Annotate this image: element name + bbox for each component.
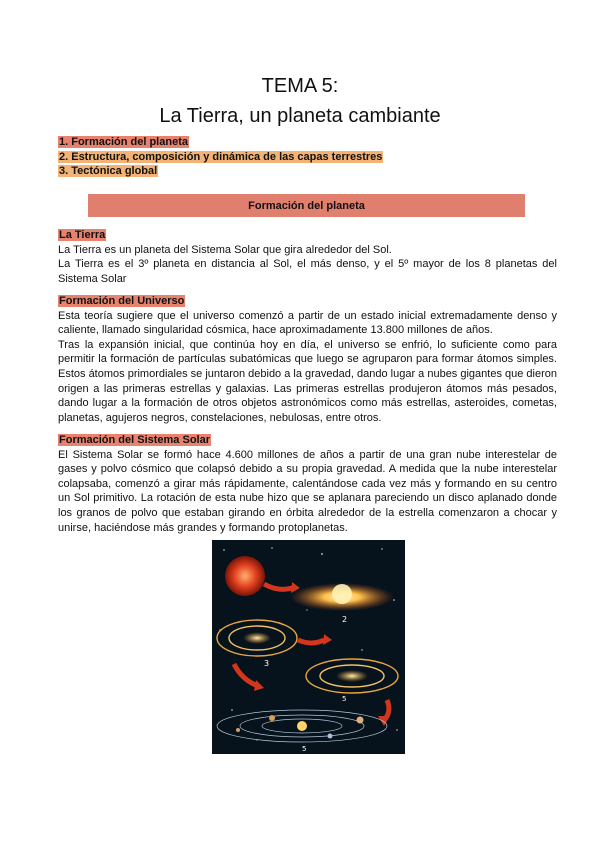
solar-system-formation-illustration <box>212 540 405 754</box>
primitive-nebula <box>225 556 265 596</box>
document-title-line2: La Tierra, un planeta cambiante <box>159 105 441 127</box>
section-header-bar: Formación del planeta <box>88 194 525 217</box>
arrow-head-icon <box>323 634 332 645</box>
toc-item-2: 2. Estructura, composición y dinámica de las capas terrestres <box>59 150 383 163</box>
rotating-disc <box>217 620 297 656</box>
document-title-line1: TEMA 5: <box>261 75 339 97</box>
planet-icon <box>357 717 364 724</box>
stage-label: 2 <box>342 615 348 624</box>
stage-label: 5 <box>302 745 307 753</box>
illustration-svg <box>212 540 405 754</box>
protoplanetary-disc <box>306 659 398 693</box>
subheading-formacion-sistema-solar: Formación del Sistema Solar <box>59 434 210 446</box>
arrow-icon <box>298 640 324 643</box>
stage-label: 5 <box>342 695 347 703</box>
arrow-head-icon <box>378 716 390 726</box>
planet-icon <box>328 734 333 739</box>
subheading-formacion-universo: Formación del Universo <box>59 295 185 307</box>
sun-icon <box>297 721 307 731</box>
subheading-la-tierra: La Tierra <box>59 229 106 241</box>
section-la-tierra <box>58 228 557 286</box>
toc-item-3: 3. Tectónica global <box>59 165 158 177</box>
stage-label: 3 <box>264 659 270 668</box>
paragraph: El Sistema Solar se formó hace 4.600 millones de años a partir de una gran nube interestelar de gases y polvo cósmico que colapsó debido a su propia gravedad. A medida que la nube interestelar colapsaba, comenzó a girar más rápidamente, calentándose cada vez más y formando en su centro un Sol primitivo. La rotación de esta nube hizo que se aplanara pareciendo un disco aplanado donde los granos de polvo que estaban girando en órbita alrededor de la estrella comenzaron a chocar y unirse, haciéndose más grandes y formando protoplanetas. <box>58 448 557 534</box>
paragraph: Tras la expansión inicial, que continúa hoy en día, el universo se enfrió, lo suficiente como para permitir la formación de partículas subatómicas que luego se agruparon para formar átomos simples. Estos átomos primordiales se juntaron debido a la gravedad, dando lugar a nubes gigantes que dieron origen a las primeras estrellas y galaxias. Las primeras estrellas produjeron átomos más pesados, dando lugar a la formación de otros objetos astronómicos como más estrellas, asteroides, cometas, planetas, agujeros negros, constelaciones, nebulosas, entre otros. <box>58 338 557 424</box>
section-formacion-universo <box>58 294 557 425</box>
toc-item-1: 1. Formación del planeta <box>59 136 188 148</box>
paragraph: La Tierra es un planeta del Sistema Solar que gira alrededor del Sol. <box>58 243 392 256</box>
table-of-contents <box>58 135 383 179</box>
arrow-icon <box>264 584 292 589</box>
paragraph: La Tierra es el 3º planeta en distancia al Sol, el más denso, y el 5º mayor de los 8 planetas del Sistema Solar <box>58 258 557 285</box>
arrow-head-icon <box>254 680 264 691</box>
arrow-icon <box>234 664 258 686</box>
section-formacion-sistema-solar <box>58 433 557 535</box>
paragraph: Esta teoría sugiere que el universo comenzó a partir de un estado inicial extremadamente denso y caliente, llamado singularidad cósmica, hace aproximadamente 13.800 millones de años. <box>58 309 557 337</box>
planet-icon <box>236 728 240 732</box>
planet-icon <box>269 715 275 721</box>
